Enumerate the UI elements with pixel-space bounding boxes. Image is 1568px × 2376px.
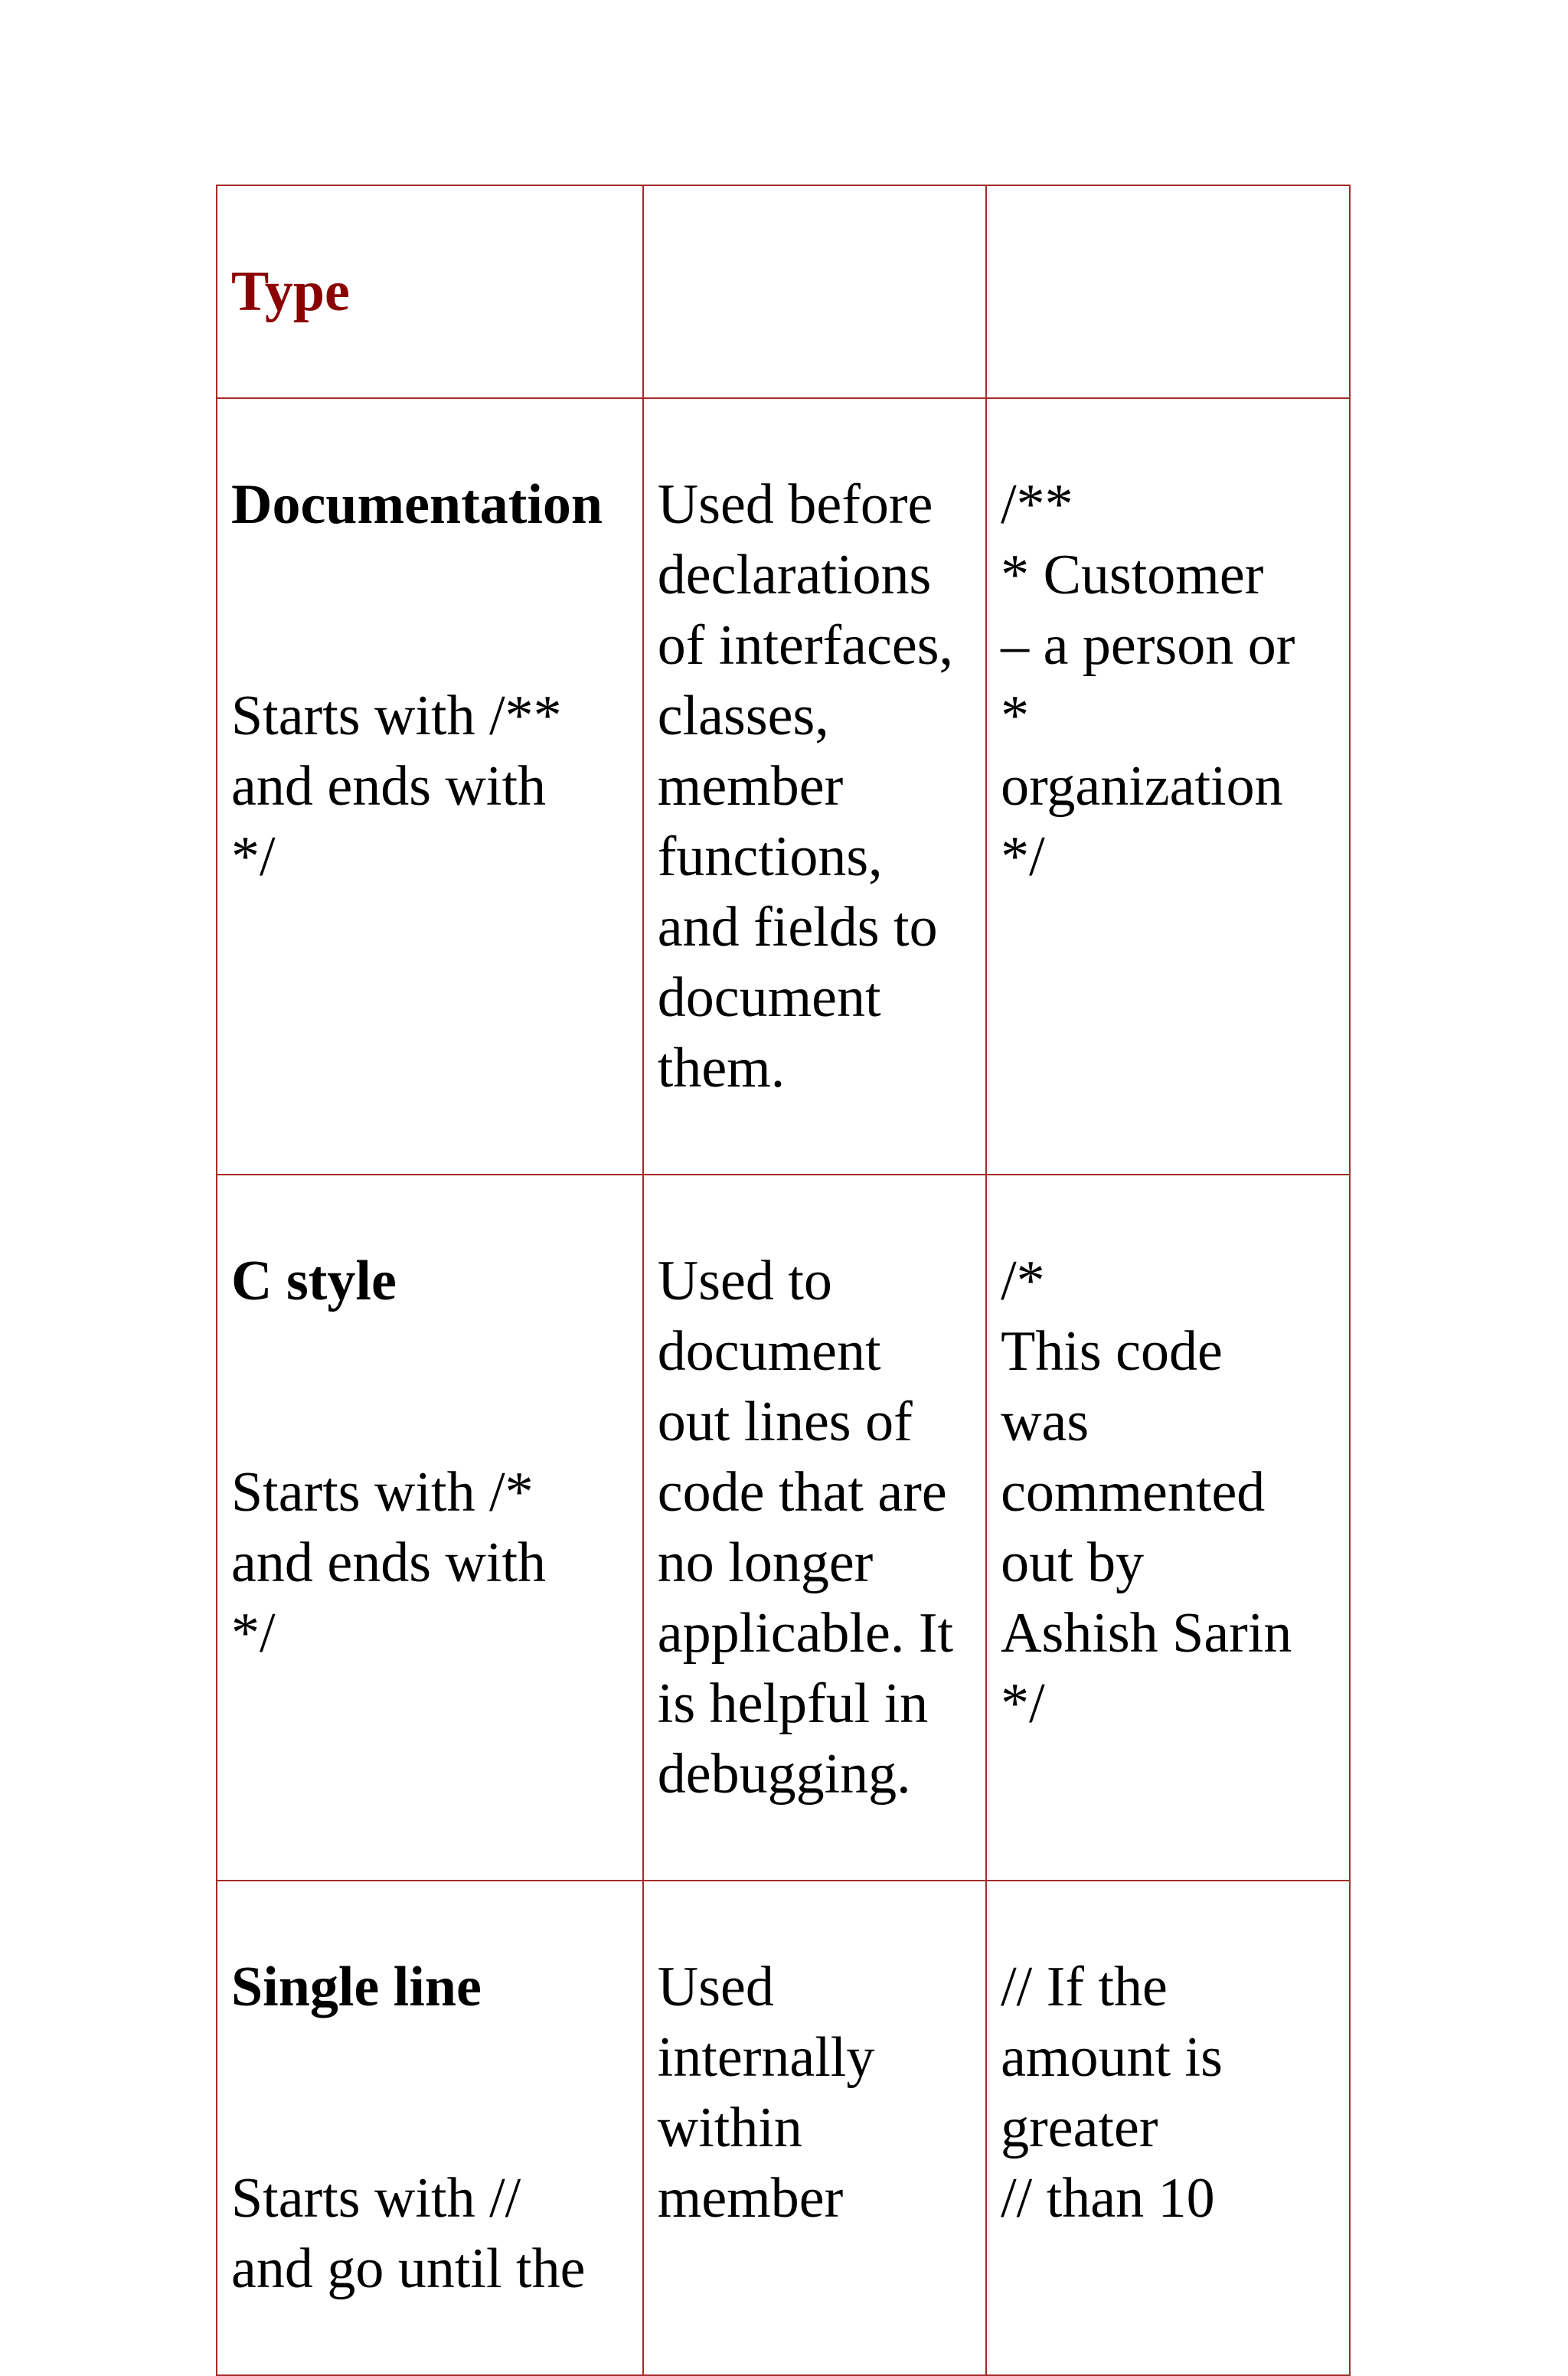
type-column-heading: Type <box>231 260 350 323</box>
type-cell <box>217 1175 643 1881</box>
type-name: Documentation <box>231 473 603 536</box>
usage-text: Used before declarations of interfaces, classes, member functions, and fields to document them. <box>657 473 954 1100</box>
comment-types-table <box>216 185 1351 2376</box>
type-cell <box>217 398 643 1175</box>
usage-cell <box>643 1881 986 2375</box>
type-description: Starts with /** and ends with */ <box>231 685 562 888</box>
table-row <box>217 398 1350 1175</box>
table-header-row <box>217 185 1350 398</box>
usage-cell <box>643 398 986 1175</box>
type-name: Single line <box>231 1956 482 2018</box>
example-cell <box>986 1881 1350 2375</box>
usage-text: Used internally within member <box>657 1956 875 2230</box>
usage-cell <box>643 1175 986 1881</box>
type-cell <box>217 1881 643 2375</box>
type-description: Starts with /* and ends with */ <box>231 1461 547 1665</box>
example-cell <box>986 398 1350 1175</box>
example-text: // If the amount is greater // than 10 <box>1001 1956 1223 2230</box>
usage-text: Used to document out lines of code that are no longer applicable. It is helpful in debugging. <box>657 1250 954 1806</box>
header-cell-empty-3 <box>986 185 1350 398</box>
table-row <box>217 1175 1350 1881</box>
type-description: Starts with // and go until the <box>231 2167 586 2300</box>
example-text: /* This code was commented out by Ashish Sarin */ <box>1001 1250 1292 1735</box>
header-cell-empty-2 <box>643 185 986 398</box>
table-row <box>217 1881 1350 2375</box>
type-name: C style <box>231 1250 397 1312</box>
example-text: /** * Customer – a person or * organization */ <box>1001 473 1295 888</box>
example-cell <box>986 1175 1350 1881</box>
header-cell-type <box>217 185 643 398</box>
